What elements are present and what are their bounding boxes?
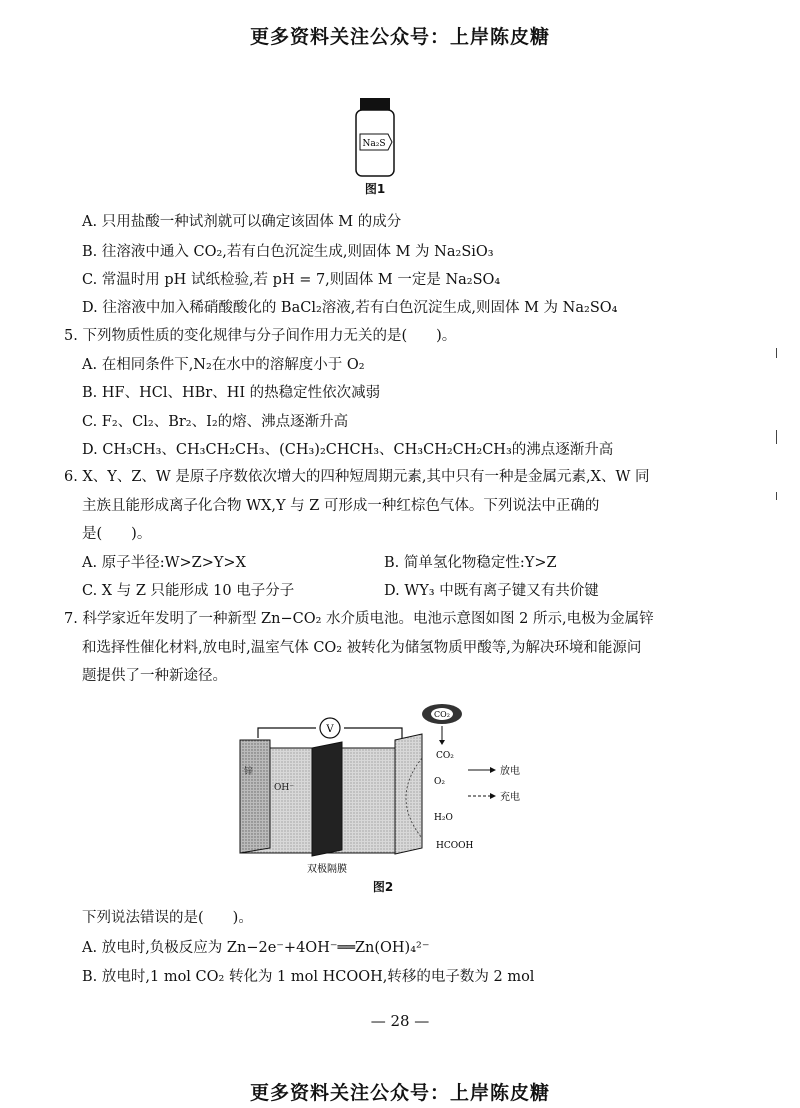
cloud-label: CO₂ <box>434 710 450 719</box>
h2o-label: H₂O <box>434 813 453 823</box>
q6-option-a: A. 原子半径:W>Z>Y>X <box>82 555 246 571</box>
q4-option-d: D. 往溶液中加入稀硝酸酸化的 BaCl₂溶液,若有白色沉淀生成,则固体 M 为 Na₂SO₄ <box>82 300 618 316</box>
q6-stem-line-3: 是( )。 <box>82 526 152 542</box>
q7-question: 下列说法错误的是( )。 <box>82 910 253 926</box>
q4-option-a: A. 只用盐酸一种试剂就可以确定该固体 M 的成分 <box>82 214 402 230</box>
q5-option-d: D. CH₃CH₃、CH₃CH₂CH₃、(CH₃)₂CHCH₃、CH₃CH₂CH₂CH₃的沸点逐渐升高 <box>82 442 614 458</box>
q7-stem-line-2: 和选择性催化材料,放电时,温室气体 CO₂ 被转化为储氢物质甲酸等,为解决环境和能源问 <box>82 640 642 656</box>
q6-option-d: D. WY₃ 中既有离子键又有共价键 <box>384 583 599 599</box>
left-text-oh: OH⁻ <box>274 783 294 793</box>
page-number: — 28 — <box>370 1012 430 1030</box>
bottle-cap <box>360 98 390 110</box>
q4-option-b: B. 往溶液中通入 CO₂,若有白色沉淀生成,则固体 M 为 Na₂SiO₃ <box>82 244 494 260</box>
hcooh-label: HCOOH <box>436 841 474 851</box>
q4-option-c: C. 常温时用 pH 试纸检验,若 pH = 7,则固体 M 一定是 Na₂SO₄ <box>82 272 501 288</box>
q6-stem-line-2: 主族且能形成离子化合物 WX,Y 与 Z 可形成一种红棕色气体。下列说法中正确的 <box>82 498 600 514</box>
q7-stem-line-1: 7. 科学家近年发明了一种新型 Zn−CO₂ 水介质电池。电池示意图如图 2 所示,电极为金属锌 <box>64 611 654 627</box>
left-text-zinc: 锌 <box>244 767 254 777</box>
legend-charge-label: 充电 <box>500 792 520 803</box>
figure2-caption: 图2 <box>372 880 394 894</box>
wire-right <box>344 728 402 740</box>
scan-edge-mark <box>776 492 777 500</box>
legend-discharge-arrow-head <box>490 767 496 773</box>
catalyst-electrode <box>395 734 422 854</box>
bottom-banner: 更多资料关注公众号：上岸陈皮糖 <box>249 1082 550 1104</box>
q7-stem-line-3: 题提供了一种新途径。 <box>82 668 227 684</box>
bipolar-membrane <box>312 742 342 856</box>
zinc-electrode <box>240 740 270 853</box>
top-banner: 更多资料关注公众号：上岸陈皮糖 <box>249 26 550 48</box>
legend-charge-arrow-head <box>490 793 496 799</box>
scan-edge-mark <box>776 348 777 358</box>
cloud-arrow-head <box>439 740 445 745</box>
figure1-caption: 图1 <box>364 182 386 196</box>
q6-option-b: B. 简单氢化物稳定性:Y>Z <box>384 555 557 571</box>
figure1-bottle <box>350 96 400 186</box>
bottle-label: Na₂S <box>362 139 386 149</box>
co2-label: CO₂ <box>436 751 454 761</box>
q7-option-b: B. 放电时,1 mol CO₂ 转化为 1 mol HCOOH,转移的电子数为 2 mol <box>82 969 535 985</box>
o2-label: O₂ <box>434 777 445 787</box>
q5-option-b: B. HF、HCl、HBr、HI 的热稳定性依次减弱 <box>82 385 381 401</box>
q5-option-c: C. F₂、Cl₂、Br₂、I₂的熔、沸点逐渐升高 <box>82 414 349 430</box>
q6-option-c: C. X 与 Z 只能形成 10 电子分子 <box>82 583 295 599</box>
q7-option-a: A. 放电时,负极反应为 Zn−2e⁻+4OH⁻══Zn(OH)₄²⁻ <box>82 940 430 956</box>
membrane-label: 双极隔膜 <box>307 864 347 875</box>
scan-edge-mark <box>776 430 777 444</box>
voltmeter-label: V <box>326 724 334 735</box>
q5-option-a: A. 在相同条件下,N₂在水中的溶解度小于 O₂ <box>82 357 365 373</box>
figure2-battery-diagram <box>230 698 540 898</box>
q6-stem-line-1: 6. X、Y、Z、W 是原子序数依次增大的四种短周期元素,其中只有一种是金属元素,X、W 同 <box>64 469 650 485</box>
wire-left <box>258 728 316 738</box>
legend-discharge-label: 放电 <box>500 766 520 777</box>
q5-stem: 5. 下列物质性质的变化规律与分子间作用力无关的是( )。 <box>64 328 457 344</box>
